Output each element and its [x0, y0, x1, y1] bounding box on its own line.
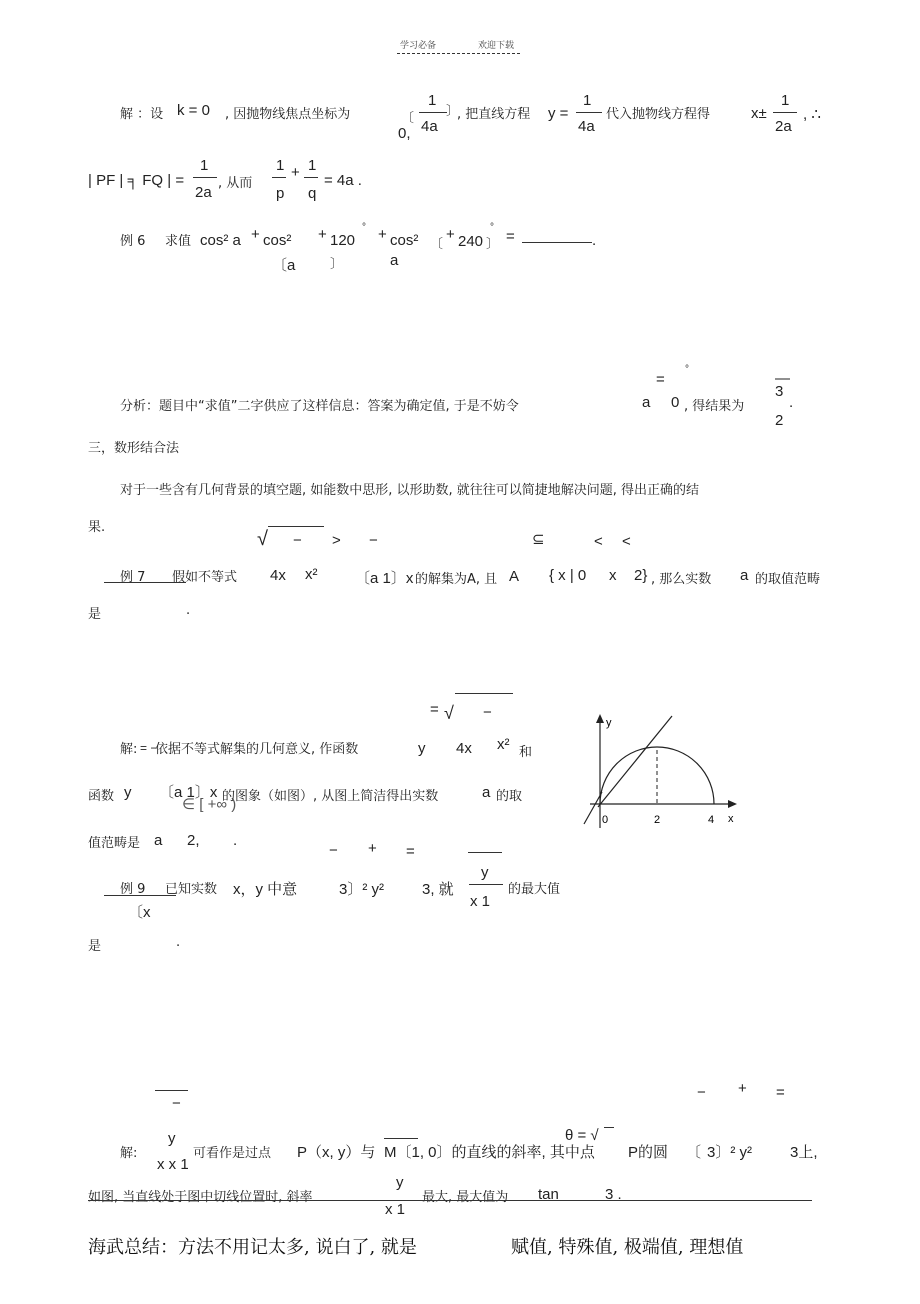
graph-tick-2: 2 [654, 814, 661, 826]
sol7-line2-a: 函数 [88, 789, 115, 804]
ex6-ask: 求值 [165, 234, 192, 249]
ex6-plus1: + [251, 226, 260, 243]
sol-label: 解 ：设 [120, 107, 164, 122]
graph-y-label: y [606, 717, 612, 729]
paren-open: 〔 [401, 111, 415, 126]
analysis-bar: — [775, 370, 790, 387]
ex9-xy: x，y 中意 [233, 881, 298, 898]
sol9-M: M〔1, 0〕的直线的斜率, 其中点 [384, 1144, 595, 1161]
line-text: , 把直线方程 [457, 107, 531, 122]
intro-line1: 对于一些含有几何背景的填空题, 如能数中思形, 以形助数, 就往往可以简捷地解决问题, 得出正确的结 [120, 483, 700, 498]
line2-frac-num: 1 [200, 157, 209, 174]
ex6-paren-a: 〔a [272, 257, 296, 274]
frac3-bar [773, 112, 797, 113]
frac2-num: 1 [583, 92, 592, 109]
ex7-subset: ⊆ [532, 531, 545, 548]
sol7-line2-expr: 〔a 1〕x [159, 784, 218, 801]
cong-text: , 从而 [218, 176, 253, 191]
sol9-paren: 〔 [686, 1144, 702, 1161]
sol7-line2-c: 的取 [496, 789, 523, 804]
ex7-text2: 的解集为A, 且 [415, 572, 498, 587]
ex9-dot: . [176, 935, 181, 950]
sol7-jie: 解: [120, 742, 138, 757]
q-bar [304, 177, 318, 178]
header-rule [397, 53, 520, 54]
sol9-frac2-den: x 1 [385, 1201, 406, 1218]
sol9-frac2-num: y [396, 1174, 404, 1191]
x-pm: x± [751, 105, 767, 122]
p-bar [272, 177, 286, 178]
sol7-line3-dot: . [233, 832, 238, 849]
ex7-sqrt-sign: √ [257, 528, 268, 550]
sol9-P: P（x, y）与 [297, 1144, 376, 1161]
sol7-sqrt-sign: √ [444, 703, 454, 723]
ex7-minus2: − [369, 532, 378, 549]
plus-sign: + [291, 164, 300, 181]
sol9-bar-minus: − [172, 1095, 181, 1112]
ex6-240: 240 [458, 233, 484, 250]
paren-close: 〕 [446, 104, 460, 119]
therefore: , ∴ [803, 106, 821, 123]
ex6-paren-close: 〕 [330, 257, 344, 272]
graph-line [598, 716, 672, 807]
frac2-bar [576, 112, 602, 113]
sol9-frac-num: y [168, 1130, 176, 1147]
sol9-rule [88, 1200, 812, 1201]
q-den: q [308, 185, 317, 202]
analysis-num: 3 [775, 383, 784, 400]
ex9-frac-den: x 1 [470, 893, 491, 910]
sol9-three: 3上, [790, 1144, 818, 1161]
sol9-expr: 3〕² y² [707, 1144, 753, 1161]
ex9-plus: + [368, 840, 377, 857]
ex7-lt1: < [594, 533, 603, 550]
ex7-x2: x² [305, 566, 318, 583]
sol7-line3-val: a [154, 832, 163, 849]
ex6-paren-close2: 〕 [486, 237, 500, 252]
ex7-lt2: < [622, 533, 631, 550]
focus-text: , 因抛物线焦点坐标为 [225, 107, 351, 122]
graph-y-arrow [596, 714, 604, 723]
sol9-line2-a: 如图, 当直线处于图中切线位置时, 斜率 [88, 1190, 313, 1205]
ex7-x: x [609, 567, 617, 584]
ex6-eq: = [506, 228, 515, 245]
ex9-shi: 是 [88, 939, 102, 954]
analysis-eq: = [656, 371, 665, 388]
sol9-theta: θ = √ [565, 1127, 599, 1144]
ex9-expr2: 3, 就 [422, 881, 454, 898]
sol9-eq: = [776, 1084, 785, 1101]
p-num: 1 [276, 157, 285, 174]
ex9-frac-bar [469, 884, 503, 885]
sol7-line3-two: 2, [187, 832, 200, 849]
graph-x-arrow [728, 800, 737, 808]
ex9-text2: 的最大值 [508, 882, 561, 897]
result-4a: = 4a . [324, 172, 362, 189]
ex7-A: A [509, 568, 520, 585]
analysis-end: . [789, 394, 794, 411]
ex6-cos2b: cos² [263, 232, 292, 249]
ex6-cos2c: cos² [390, 232, 419, 249]
frac1-num: 1 [428, 92, 437, 109]
frac1-bar [419, 112, 447, 113]
header-left: 学习必备 [400, 41, 437, 51]
sol9-tan: tan [538, 1186, 559, 1203]
sol7-line2-a2: a [482, 784, 491, 801]
graph-tick-0: 0 [602, 814, 609, 826]
ex6-plus4: + [446, 226, 455, 243]
substitute-text: 代入抛物线方程得 [606, 107, 711, 122]
graph-tick-4: 4 [708, 814, 715, 826]
sol9-bar [155, 1090, 188, 1091]
header-right: 欢迎下载 [478, 41, 515, 51]
line2-frac-den: 2a [195, 184, 212, 201]
ex9-paren-x: 〔x [128, 904, 151, 921]
analysis-text: 分析：题目中“求值”二字供应了这样信息：答案为确定值, 于是不妨令 [120, 399, 519, 414]
ex9-expr1: 3〕² y² [339, 881, 385, 898]
ex9-text1: 已知实数 [165, 882, 218, 897]
ex7-a: a [740, 567, 749, 584]
frac2-den: 4a [578, 118, 595, 135]
sol9-plus: + [738, 1080, 747, 1097]
sol7-line2-y: y [124, 784, 132, 801]
analysis-a: a [642, 394, 651, 411]
ex9-sqrt-bar [468, 852, 502, 853]
ex6-paren-open2: 〔 [430, 237, 444, 252]
ex7-text4: 的取值范畴 [755, 572, 821, 587]
q-num: 1 [308, 157, 317, 174]
sol9-theta-sqrt-bar [604, 1127, 614, 1128]
sol7-sqrt-bar [455, 693, 513, 694]
pf-fq: | PF | ╕ FQ | = [88, 172, 185, 189]
analysis-zero: 0 [671, 394, 680, 411]
analysis-result-text: , 得结果为 [684, 399, 745, 414]
sol7-y: y [418, 740, 426, 757]
ex7-4x: 4x [270, 567, 286, 584]
section3-title: 三，数形结合法 [88, 441, 180, 456]
ex7-gt: > [332, 532, 341, 549]
sol7-he: 和 [519, 745, 533, 760]
ex9-frac-num: y [481, 864, 489, 881]
ex7-set: { x | 0 [549, 567, 587, 584]
ex6-deg2: ° [490, 222, 494, 233]
sol7-line3-a: 值范畴是 [88, 836, 141, 851]
graph-origin-tick [584, 792, 602, 824]
sol7-4x: 4x [456, 740, 472, 757]
sol9-P2: P的圆 [628, 1144, 669, 1161]
sol7-x2: x² [497, 736, 510, 753]
p-den: p [276, 185, 285, 202]
ex6-plus2: + [318, 226, 327, 243]
frac1-den: 4a [421, 118, 438, 135]
sol7-line2-inf: ∈ [ +∞ ) [182, 796, 237, 813]
k-zero: k = 0 [177, 102, 210, 119]
ex6-answer-blank [522, 242, 592, 243]
sol9-M-bar [384, 1138, 418, 1139]
ex7-minus1: − [293, 532, 302, 549]
sol9-minus: − [697, 1084, 706, 1101]
ex6-120: 120 [330, 232, 356, 249]
frac3-den: 2a [775, 118, 792, 135]
frac3-num: 1 [781, 92, 790, 109]
sol7-top-minus: − [483, 704, 492, 721]
sol7-text1: 依据不等式解集的几何意义, 作函数 [155, 742, 359, 757]
sol9-text1: 可看作是过点 [193, 1146, 272, 1161]
sol9-three2: 3 . [605, 1186, 622, 1203]
sol7-line2-b: 的图象（如图）, 从图上简洁得出实数 [222, 789, 439, 804]
ex7-text1: 假如不等式 [172, 570, 238, 585]
ex6-cos2a: cos² a [200, 232, 241, 249]
analysis-den: 2 [775, 412, 784, 429]
sol7-eqs: = − [140, 741, 158, 755]
ex9-minus: − [329, 842, 338, 859]
ex7-dot: . [186, 603, 191, 618]
sol9-jie: 解: [120, 1146, 138, 1161]
ex6-deg1: ° [362, 222, 366, 233]
ex9-label: 例 9 [120, 882, 146, 897]
summary-label: 海武总结：方法不用记太多, 说白了, 就是 [88, 1237, 417, 1258]
ex9-eq: = [406, 843, 415, 860]
intro-line2: 果. [88, 520, 106, 535]
ex7-text3: , 那么实数 [651, 572, 712, 587]
ex7-two: 2} [634, 567, 648, 584]
zero-coord: 0, [398, 125, 411, 142]
line2-frac-bar [193, 177, 217, 178]
semicircle-graph [580, 712, 745, 834]
summary-values: 赋值, 特殊值, 极端值, 理想值 [511, 1237, 744, 1258]
ex7-shi: 是 [88, 607, 102, 622]
sol9-frac-den: x x 1 [157, 1156, 189, 1173]
sol7-top-eq: = [430, 701, 439, 718]
ex6-label: 例 6 [120, 234, 146, 249]
ex7-label: 例 7 [120, 570, 146, 585]
analysis-deg: ° [685, 364, 689, 375]
graph-x-label: x [728, 813, 734, 825]
sol9-line2-b: 最大, 最大值为 [422, 1190, 509, 1205]
ex6-end: . [592, 232, 597, 249]
ex6-a-sub: a [390, 252, 399, 269]
y-eq: y = [548, 105, 569, 122]
ex6-plus3: + [378, 226, 387, 243]
ex7-a1x: 〔a 1〕x [355, 570, 414, 587]
ex7-sqrt-bar [268, 526, 324, 527]
